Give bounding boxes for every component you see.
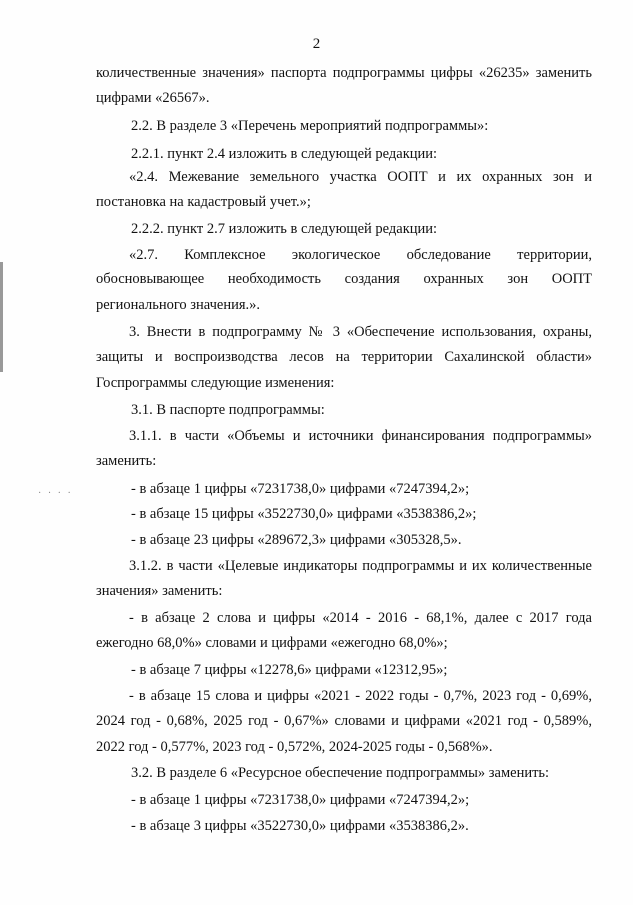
scan-dots: · · · · <box>38 488 73 499</box>
text-line: - в абзаце 15 цифры «3522730,0» цифрами «3538386,2»; <box>131 506 477 522</box>
margin-scan-mark <box>0 262 3 372</box>
text-line: - в абзаце 1 цифры «7231738,0» цифрами «7247394,2»; <box>131 792 470 808</box>
text-line: 2022 год - 0,577%, 2023 год - 0,572%, 2024-2025 годы - 0,568%». <box>96 739 493 755</box>
text-line: защиты и воспроизводства лесов на территории Сахалинской области» <box>96 349 592 365</box>
text-line: - в абзаце 23 цифры «289672,3» цифрами «305328,5». <box>131 532 462 548</box>
text-line: - в абзаце 2 слова и цифры «2014 - 2016 - 68,1%, далее с 2017 года <box>129 610 592 626</box>
text-line: 2.2.2. пункт 2.7 изложить в следующей редакции: <box>131 221 438 237</box>
text-line: количественные значения» паспорта подпрограммы цифры «26235» заменить <box>96 65 592 81</box>
page-number: 2 <box>312 36 321 52</box>
text-line: - в абзаце 15 слова и цифры «2021 - 2022 годы - 0,7%, 2023 год - 0,69%, <box>129 688 592 704</box>
text-line: 2.2. В разделе 3 «Перечень мероприятий подпрограммы»: <box>131 118 489 134</box>
text-line: 3.2. В разделе 6 «Ресурсное обеспечение подпрограммы» заменить: <box>131 765 550 781</box>
text-line: - в абзаце 7 цифры «12278,6» цифрами «12312,95»; <box>131 662 448 678</box>
text-line: 3.1.1. в части «Объемы и источники финансирования подпрограммы» <box>129 428 592 444</box>
text-line: ежегодно 68,0%» словами и цифрами «ежегодно 68,0%»; <box>96 635 448 651</box>
text-line: 3.1. В паспорте подпрограммы: <box>131 402 325 418</box>
text-line: постановка на кадастровый учет.»; <box>96 194 311 210</box>
text-line: обосновывающее необходимость создания охранных зон ООПТ <box>96 271 592 287</box>
text-line: заменить: <box>96 453 157 469</box>
text-line: 3. Внести в подпрограмму № 3 «Обеспечение использования, охраны, <box>129 324 592 340</box>
text-line: Госпрограммы следующие изменения: <box>96 375 335 391</box>
text-line: регионального значения.». <box>96 297 261 313</box>
text-line: «2.7. Комплексное экологическое обследование территории, <box>129 247 592 263</box>
text-line: 2.2.1. пункт 2.4 изложить в следующей редакции: <box>131 146 438 162</box>
text-line: 2024 год - 0,68%, 2025 год - 0,67%» словами и цифрами «2021 год - 0,589%, <box>96 713 592 729</box>
text-line: цифрами «26567». <box>96 90 210 106</box>
text-line: значения» заменить: <box>96 583 223 599</box>
text-line: - в абзаце 1 цифры «7231738,0» цифрами «7247394,2»; <box>131 481 470 497</box>
text-line: «2.4. Межевание земельного участка ООПТ и их охранных зон и <box>129 169 592 185</box>
text-line: - в абзаце 3 цифры «3522730,0» цифрами «3538386,2». <box>131 818 469 834</box>
text-line: 3.1.2. в части «Целевые индикаторы подпрограммы и их количественные <box>129 558 592 574</box>
